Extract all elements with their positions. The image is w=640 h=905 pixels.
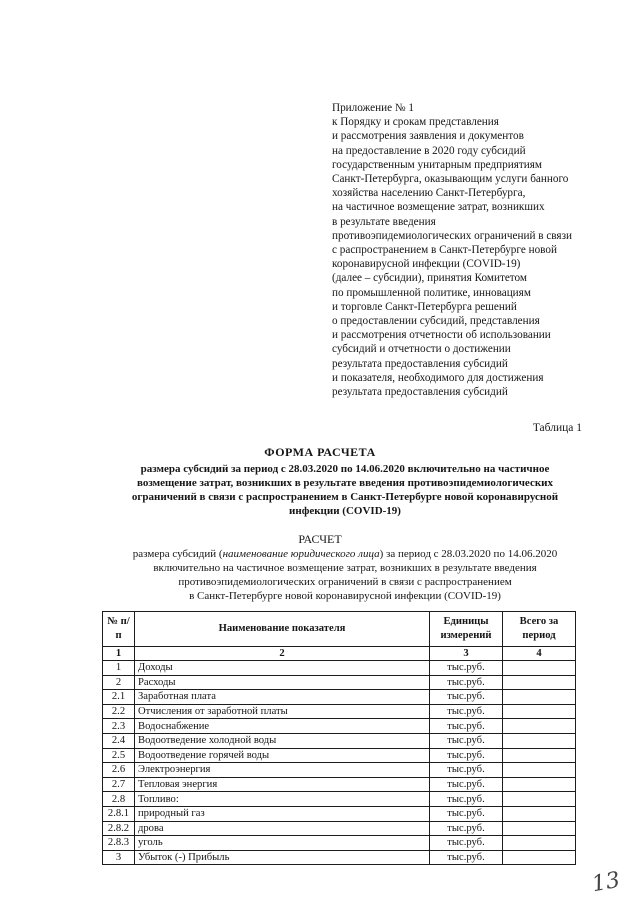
row-unit: тыс.руб. xyxy=(430,719,503,734)
table-row xyxy=(103,748,576,763)
col-number: 3 xyxy=(430,647,503,661)
form-subtitle: размера субсидий за период с 28.03.2020 по 14.06.2020 включительно на частичное возмещение затрат, возникших в результате введения противоэпидемиологических ограничений в связи с распространением в Санкт-Петербурге новой коронавирусной инфекции (COVID-19) xyxy=(131,463,559,517)
appendix-line: и рассмотрения заявления и документов xyxy=(332,130,524,143)
row-total[interactable] xyxy=(503,792,576,807)
appendix-line: и рассмотрения отчетности об использовании xyxy=(332,329,551,342)
row-total[interactable] xyxy=(503,763,576,778)
row-num: 2.1 xyxy=(103,690,135,705)
row-name: Отчисления от заработной платы xyxy=(135,704,430,719)
row-unit: тыс.руб. xyxy=(430,850,503,865)
row-unit: тыс.руб. xyxy=(430,821,503,836)
row-name: дрова xyxy=(135,821,430,836)
row-num: 2 xyxy=(103,675,135,690)
row-unit: тыс.руб. xyxy=(430,675,503,690)
table-header-row xyxy=(103,612,576,647)
table-row xyxy=(103,836,576,851)
row-num: 2.4 xyxy=(103,733,135,748)
row-num: 3 xyxy=(103,850,135,865)
row-name: Топливо: xyxy=(135,792,430,807)
row-name: Электроэнергия xyxy=(135,763,430,778)
row-total[interactable] xyxy=(503,821,576,836)
table-row xyxy=(103,704,576,719)
row-unit: тыс.руб. xyxy=(430,836,503,851)
calc-subtitle-line: включительно на частичное возмещение затрат, возникших в результате введения xyxy=(153,562,537,574)
row-num: 2.8.2 xyxy=(103,821,135,836)
form-title: ФОРМА РАСЧЕТА xyxy=(264,445,376,459)
row-name: Расходы xyxy=(135,675,430,690)
row-unit: тыс.руб. xyxy=(430,777,503,792)
header-num: № п/п xyxy=(103,612,135,647)
row-name: Доходы xyxy=(135,661,430,676)
row-total[interactable] xyxy=(503,836,576,851)
row-name: Заработная плата xyxy=(135,690,430,705)
table-row xyxy=(103,675,576,690)
table-row xyxy=(103,777,576,792)
calc-title: РАСЧЕТ xyxy=(298,532,342,546)
row-name: Водоотведение холодной воды xyxy=(135,733,430,748)
col-number: 2 xyxy=(135,647,430,661)
calculation-table xyxy=(102,611,576,865)
appendix-line: в результате введения xyxy=(332,215,436,228)
row-total[interactable] xyxy=(503,806,576,821)
row-total[interactable] xyxy=(503,675,576,690)
row-num: 2.2 xyxy=(103,704,135,719)
appendix-line: и показателя, необходимого для достижения xyxy=(332,371,544,384)
appendix-line: результата предоставления субсидий xyxy=(332,386,508,399)
row-unit: тыс.руб. xyxy=(430,733,503,748)
calc-subtitle-line xyxy=(95,547,595,561)
table-row xyxy=(103,690,576,705)
appendix-line: на частичное возмещение затрат, возникших xyxy=(332,201,545,214)
row-name: Убыток (-) Прибыль xyxy=(135,850,430,865)
appendix-line: с распространением в Санкт-Петербурге новой xyxy=(332,244,557,257)
entity-name-placeholder: наименование юридического лица xyxy=(222,548,380,560)
appendix-line: и торговле Санкт-Петербурга решений xyxy=(332,300,517,313)
row-num: 2.6 xyxy=(103,763,135,778)
row-total[interactable] xyxy=(503,719,576,734)
appendix-line: о предоставлении субсидий, представления xyxy=(332,315,540,328)
table-row xyxy=(103,792,576,807)
row-unit: тыс.руб. xyxy=(430,661,503,676)
table-row xyxy=(103,661,576,676)
row-num: 2.5 xyxy=(103,748,135,763)
row-total[interactable] xyxy=(503,661,576,676)
appendix-line: по промышленной политике, инновациям xyxy=(332,286,531,299)
header-name: Наименование показателя xyxy=(135,612,430,647)
appendix-line: противоэпидемиологических ограничений в связи xyxy=(332,229,572,242)
row-name: природный газ xyxy=(135,806,430,821)
row-total[interactable] xyxy=(503,850,576,865)
row-total[interactable] xyxy=(503,704,576,719)
table-row xyxy=(103,850,576,865)
row-name: Водоотведение горячей воды xyxy=(135,748,430,763)
calc-subtitle xyxy=(95,547,595,603)
appendix-line: (далее – субсидии), принятия Комитетом xyxy=(332,272,528,285)
calc-subtitle-line: в Санкт-Петербурге новой коронавирусной инфекции (COVID-19) xyxy=(189,590,501,602)
appendix-line: коронавирусной инфекции (COVID-19) xyxy=(332,258,521,271)
row-num: 2.8.1 xyxy=(103,806,135,821)
row-num: 2.7 xyxy=(103,777,135,792)
row-unit: тыс.руб. xyxy=(430,690,503,705)
appendix-line: на предоставление в 2020 году субсидий xyxy=(332,144,526,157)
appendix-line: субсидий и отчетности о достижении xyxy=(332,343,511,356)
table-row xyxy=(103,821,576,836)
header-unit: Единицы измерений xyxy=(430,612,503,647)
row-unit: тыс.руб. xyxy=(430,806,503,821)
row-unit: тыс.руб. xyxy=(430,792,503,807)
row-unit: тыс.руб. xyxy=(430,748,503,763)
row-name: Водоснабжение xyxy=(135,719,430,734)
row-num: 2.3 xyxy=(103,719,135,734)
handwritten-page-number: 13 xyxy=(590,867,622,898)
table-label: Таблица 1 xyxy=(532,422,582,434)
row-unit: тыс.руб. xyxy=(430,704,503,719)
calc-subtitle-pre: размера субсидий ( xyxy=(132,548,223,560)
table-row xyxy=(103,806,576,821)
row-total[interactable] xyxy=(503,690,576,705)
appendix-line: к Порядку и срокам представления xyxy=(332,116,499,129)
appendix-line: Санкт-Петербурга, оказывающим услуги банного xyxy=(332,173,569,186)
header-total: Всего за период xyxy=(503,612,576,647)
table-row xyxy=(103,719,576,734)
appendix-line: результата предоставления субсидий xyxy=(332,357,508,370)
col-number: 1 xyxy=(103,647,135,661)
calc-subtitle-line: противоэпидемиологических ограничений в связи с распространением xyxy=(178,576,512,588)
appendix-line: Приложение № 1 xyxy=(332,102,414,114)
row-name: уголь xyxy=(135,836,430,851)
col-number: 4 xyxy=(503,647,576,661)
appendix-header xyxy=(332,101,622,399)
row-total[interactable] xyxy=(503,777,576,792)
column-number-row xyxy=(103,647,576,661)
row-num: 2.8 xyxy=(103,792,135,807)
table-row xyxy=(103,733,576,748)
calc-subtitle-post: ) за период с 28.03.2020 по 14.06.2020 xyxy=(379,548,558,560)
row-total[interactable] xyxy=(503,748,576,763)
appendix-line: хозяйства населению Санкт-Петербурга, xyxy=(332,187,526,200)
appendix-line: государственным унитарным предприятиям xyxy=(332,158,542,171)
row-total[interactable] xyxy=(503,733,576,748)
row-num: 1 xyxy=(103,661,135,676)
table-row xyxy=(103,763,576,778)
row-name: Тепловая энергия xyxy=(135,777,430,792)
row-num: 2.8.3 xyxy=(103,836,135,851)
row-unit: тыс.руб. xyxy=(430,763,503,778)
